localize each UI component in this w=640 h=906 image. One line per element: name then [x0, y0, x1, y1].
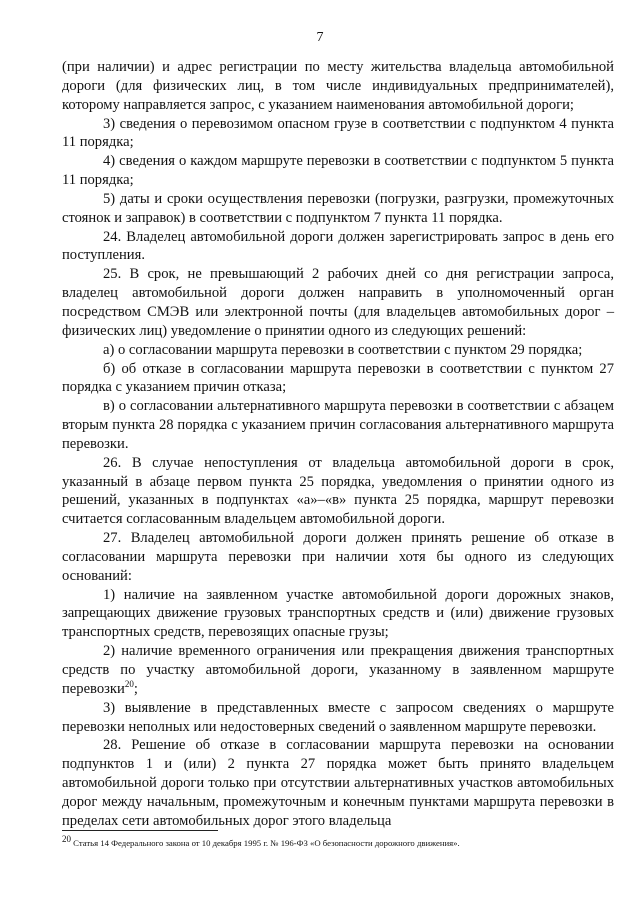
paragraph: в) о согласовании альтернативного маршрута перевозки в соответствии с абзацем вторым пункта 28 порядка с указанием причин согласования альтернативного маршрута перевозки.	[62, 398, 614, 452]
paragraph: б) об отказе в согласовании маршрута перевозки в соответствии с пунктом 27 порядка с указанием причин отказа;	[62, 360, 614, 396]
paragraph: 25. В срок, не превышающий 2 рабочих дней со дня регистрации запроса, владелец автомобильной дороги должен направить в уполномоченный орган посредством СМЭВ или электронной почты (для владельцев автомобильных дорог – физических лиц) уведомление о принятии одного из следующих решений:	[62, 266, 614, 339]
paragraph: а) о согласовании маршрута перевозки в соответствии с пунктом 29 порядка;	[103, 341, 583, 358]
paragraph: 27. Владелец автомобильной дороги должен принять решение об отказе в согласовании маршрута перевозки при наличии хотя бы одного из следующих оснований:	[62, 530, 614, 584]
footnote	[62, 834, 622, 849]
paragraph: 28. Решение об отказе в согласовании маршрута перевозки на основании подпунктов 1 и (или) 2 пункта 27 порядка может быть принято владельцем автомобильной дороги только при отсутствии альтернативных участков автомобильных дорог между начальным, промежуточным и конечным пунктами маршрута перевозки в пределах сети автомобильных дорог этого владельца	[62, 737, 614, 829]
paragraph: 1) наличие на заявленном участке автомобильной дороги дорожных знаков, запрещающих движение грузовых транспортных средств и (или) движение грузовых транспортных средств, перевозящих опасные грузы;	[62, 586, 614, 641]
paragraph-with-footnote	[62, 642, 614, 699]
paragraph-text: 2) наличие временного ограничения или прекращения движения транспортных средств по участку автомобильной дороги, указанному в заявленном маршруте перевозки	[62, 643, 614, 697]
paragraph: (при наличии) и адрес регистрации по месту жительства владельца автомобильной дороги (для физических лиц, в том числе индивидуальных предпринимателей), которому направляется запрос, с указанием наименования автомобильной дороги;	[62, 59, 614, 113]
paragraph: 26. В случае непоступления от владельца автомобильной дороги в срок, указанный в абзаце первом пункта 25 порядка, уведомления о принятии одного из решений, указанных в подпунктах «а»–«в» пункта 25 порядка, маршрут перевозки считается согласованным владельцем автомобильной дороги.	[62, 454, 614, 528]
footnote-mark: 20	[62, 834, 71, 845]
footnote-reference[interactable]: 20	[124, 678, 134, 689]
footnote-divider	[62, 830, 218, 831]
paragraph: 3) выявление в представленных вместе с запросом сведениях о маршруте перевозки неполных или недостоверных сведений о заявленном маршруте перевозки.	[62, 699, 614, 735]
page-number: 7	[316, 30, 324, 45]
paragraph: 24. Владелец автомобильной дороги должен зарегистрировать запрос в день его поступления.	[62, 228, 614, 264]
paragraph-tail: ;	[133, 680, 138, 697]
paragraph: 3) сведения о перевозимом опасном грузе в соответствии с подпунктом 4 пункта 11 порядка;	[62, 115, 614, 151]
footnote-text: Статья 14 Федерального закона от 10 декабря 1995 г. № 196-ФЗ «О безопасности дорожного движения».	[71, 838, 460, 848]
paragraph: 4) сведения о каждом маршруте перевозки в соответствии с подпунктом 5 пункта 11 порядка;	[62, 153, 614, 189]
paragraph: 5) даты и сроки осуществления перевозки (погрузки, разгрузки, промежуточных стоянок и заправок) в соответствии с подпунктом 7 пункта 11 порядка.	[62, 190, 614, 226]
body-text	[62, 58, 614, 831]
